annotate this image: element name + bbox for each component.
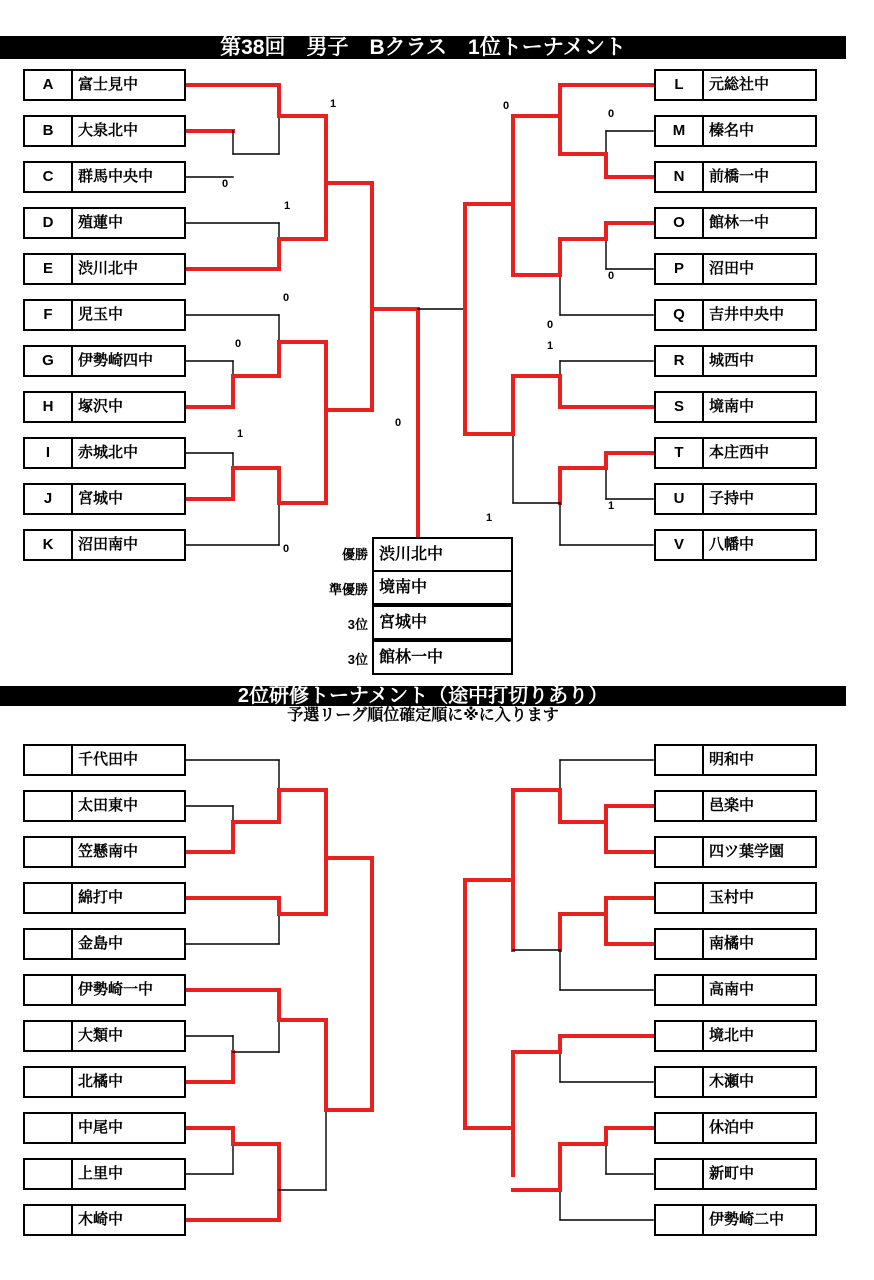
team-letter: H (25, 393, 73, 421)
team-box (654, 836, 817, 868)
team-name: 邑楽中 (709, 797, 755, 814)
team-box (654, 790, 817, 822)
score-label: 1 (237, 428, 244, 440)
team-box (654, 928, 817, 960)
team-letter (25, 838, 73, 866)
team-letter (656, 930, 704, 958)
result-label: 3位 (347, 652, 368, 667)
team-box (23, 836, 186, 868)
title-bar-1: 第38回 男子 Bクラス 1位トーナメント (0, 36, 846, 59)
team-letter: M (656, 117, 704, 145)
score-label: 0 (608, 270, 615, 282)
team-letter (656, 976, 704, 1004)
team-letter: Q (656, 301, 704, 329)
team-name: 前橋一中 (709, 168, 770, 185)
team-name: 南橘中 (709, 935, 755, 952)
score-label: 1 (608, 500, 615, 512)
team-name: 吉井中央中 (709, 306, 785, 323)
team-name: 赤城北中 (78, 444, 139, 461)
score-label: 0 (235, 338, 242, 350)
team-letter (656, 746, 704, 774)
team-box (654, 529, 817, 561)
team-box (23, 69, 186, 101)
team-letter: J (25, 485, 73, 513)
team-box (23, 207, 186, 239)
team-name: 沼田南中 (78, 536, 139, 553)
team-letter: C (25, 163, 73, 191)
result-team: 渋川北中 (372, 537, 513, 572)
score-label: 1 (486, 512, 493, 524)
team-letter: B (25, 117, 73, 145)
result-team: 宮城中 (372, 605, 513, 640)
team-name: 本庄西中 (709, 444, 770, 461)
team-box (23, 744, 186, 776)
team-name: 伊勢崎一中 (78, 981, 154, 998)
team-letter (25, 930, 73, 958)
team-box (23, 882, 186, 914)
team-box (654, 69, 817, 101)
team-box (23, 1158, 186, 1190)
score-label: 0 (503, 100, 510, 112)
team-letter: O (656, 209, 704, 237)
team-name: 富士見中 (78, 76, 139, 93)
team-letter (656, 884, 704, 912)
score-label: 1 (330, 98, 337, 110)
team-name: 金島中 (78, 935, 124, 952)
team-name: 伊勢崎四中 (78, 352, 154, 369)
team-box (654, 1020, 817, 1052)
score-label: 0 (608, 108, 615, 120)
team-letter (25, 1160, 73, 1188)
team-name: 四ツ葉学園 (709, 843, 785, 860)
score-label: 0 (283, 292, 290, 304)
team-letter (25, 976, 73, 1004)
team-name: 新町中 (709, 1165, 755, 1182)
team-letter (656, 1022, 704, 1050)
result-label: 準優勝 (328, 582, 368, 597)
team-name: 木瀬中 (709, 1073, 755, 1090)
team-box (654, 299, 817, 331)
team-letter: N (656, 163, 704, 191)
team-box (23, 790, 186, 822)
team-box (23, 1066, 186, 1098)
score-label: 0 (283, 543, 290, 555)
team-letter: I (25, 439, 73, 467)
team-box (654, 1066, 817, 1098)
team-name: 八幡中 (709, 536, 755, 553)
team-box (654, 253, 817, 285)
team-box (654, 345, 817, 377)
result-label: 優勝 (341, 547, 368, 562)
team-box (654, 483, 817, 515)
team-name: 城西中 (709, 352, 755, 369)
score-label: 0 (395, 417, 402, 429)
score-label: 0 (547, 319, 554, 331)
team-name: 元総社中 (709, 76, 770, 93)
team-box (654, 744, 817, 776)
team-name: 木崎中 (78, 1211, 124, 1228)
team-name: 沼田中 (709, 260, 755, 277)
team-box (23, 345, 186, 377)
team-letter (656, 792, 704, 820)
team-box (23, 1020, 186, 1052)
team-name: 境北中 (709, 1027, 755, 1044)
result-team: 館林一中 (372, 640, 513, 675)
score-label: 0 (222, 178, 229, 190)
team-box (23, 529, 186, 561)
team-letter: L (656, 71, 704, 99)
team-box (23, 115, 186, 147)
team-box (23, 253, 186, 285)
subtitle-2: 予選リーグ順位確定順に※に入ります (287, 707, 559, 724)
team-box (654, 207, 817, 239)
team-letter (656, 838, 704, 866)
team-name: 殖蓮中 (78, 214, 124, 231)
team-box (23, 1204, 186, 1236)
result-label: 3位 (347, 617, 368, 632)
team-letter (656, 1114, 704, 1142)
title-bar-2: 2位研修トーナメント（途中打切りあり） (0, 686, 846, 706)
team-box (654, 1204, 817, 1236)
team-box (654, 882, 817, 914)
team-name: 北橘中 (78, 1073, 124, 1090)
team-name: 伊勢崎二中 (709, 1211, 785, 1228)
score-label: 1 (284, 200, 291, 212)
team-letter (25, 746, 73, 774)
team-letter: V (656, 531, 704, 559)
team-letter (25, 1114, 73, 1142)
team-name: 宮城中 (78, 490, 124, 507)
team-box (654, 161, 817, 193)
team-name: 千代田中 (78, 751, 139, 768)
team-box (654, 391, 817, 423)
team-name: 綿打中 (78, 889, 124, 906)
team-box (654, 974, 817, 1006)
team-letter (25, 1068, 73, 1096)
team-letter (656, 1206, 704, 1234)
team-letter (656, 1068, 704, 1096)
team-name: 明和中 (709, 751, 755, 768)
team-box (654, 1158, 817, 1190)
team-letter: G (25, 347, 73, 375)
team-box (654, 1112, 817, 1144)
team-box (654, 115, 817, 147)
team-name: 中尾中 (78, 1119, 124, 1136)
team-name: 笠懸南中 (78, 843, 139, 860)
team-letter: S (656, 393, 704, 421)
team-letter (25, 884, 73, 912)
team-name: 大類中 (78, 1027, 124, 1044)
team-name: 塚沢中 (78, 398, 124, 415)
team-name: 群馬中央中 (78, 168, 154, 185)
team-name: 境南中 (709, 398, 755, 415)
team-name: 館林一中 (709, 214, 770, 231)
team-letter: E (25, 255, 73, 283)
team-box (23, 483, 186, 515)
team-letter (656, 1160, 704, 1188)
team-name: 太田東中 (78, 797, 139, 814)
result-team: 境南中 (372, 570, 513, 605)
team-letter: T (656, 439, 704, 467)
team-letter: P (656, 255, 704, 283)
team-box (23, 391, 186, 423)
team-letter: R (656, 347, 704, 375)
team-box (654, 437, 817, 469)
team-letter (25, 1022, 73, 1050)
team-letter: F (25, 301, 73, 329)
score-label: 1 (547, 340, 554, 352)
team-name: 児玉中 (78, 306, 124, 323)
team-box (23, 161, 186, 193)
team-box (23, 299, 186, 331)
team-letter: A (25, 71, 73, 99)
team-box (23, 437, 186, 469)
team-box (23, 1112, 186, 1144)
team-box (23, 928, 186, 960)
team-name: 渋川北中 (78, 260, 139, 277)
team-letter: K (25, 531, 73, 559)
team-letter: D (25, 209, 73, 237)
team-name: 高南中 (709, 981, 755, 998)
team-letter (25, 792, 73, 820)
team-letter: U (656, 485, 704, 513)
team-name: 子持中 (709, 490, 755, 507)
team-letter (25, 1206, 73, 1234)
team-name: 榛名中 (709, 122, 755, 139)
team-name: 上里中 (78, 1165, 124, 1182)
team-name: 玉村中 (709, 889, 755, 906)
team-box (23, 974, 186, 1006)
team-name: 休泊中 (709, 1119, 755, 1136)
team-name: 大泉北中 (78, 122, 139, 139)
